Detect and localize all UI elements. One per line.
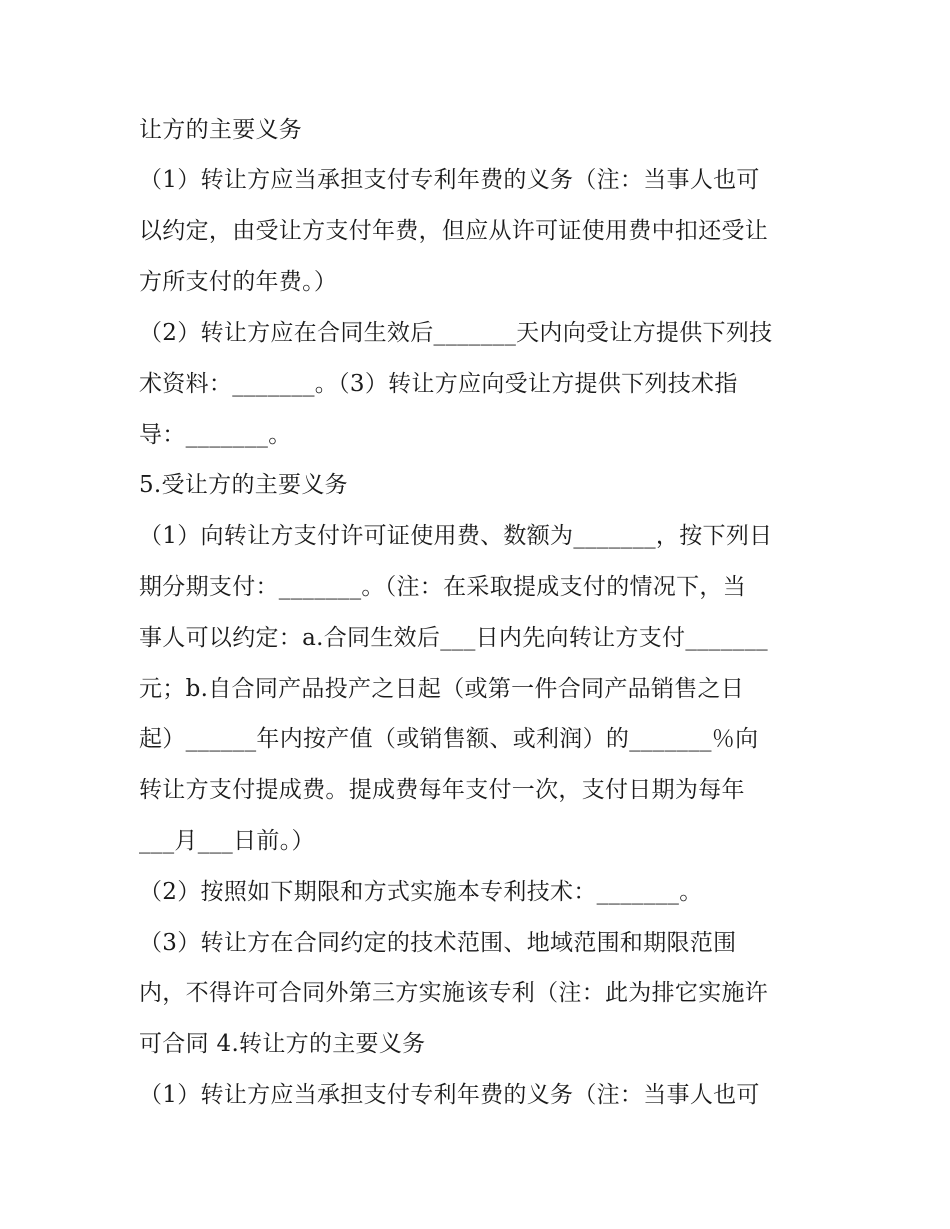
- text-line: ___月___日前。）: [139, 828, 315, 854]
- text-line: 让方的主要义务: [139, 117, 303, 143]
- text-line: 起）______年内按产值（或销售额、或利润）的_______％向: [139, 726, 759, 752]
- text-line: 术资料：_______。（3）转让方应向受让方提供下列技术指: [139, 371, 738, 397]
- text-line: 期分期支付：_______。（注：在采取提成支付的情况下，当: [139, 574, 746, 600]
- text-line: 方所支付的年费。）: [139, 269, 338, 295]
- text-line: （2）按照如下期限和方式实施本专利技术：_______。: [139, 879, 703, 905]
- text-line: （3）转让方在合同约定的技术范围、地域范围和期限范围: [139, 930, 737, 956]
- text-line: 以约定，由受让方支付年费，但应从许可证使用费中扣还受让: [139, 218, 769, 244]
- text-line: 事人可以约定：a.合同生效后___日内先向转让方支付_______: [139, 625, 768, 651]
- text-line: 内，不得许可合同外第三方实施该专利（注：此为排它实施许: [139, 980, 769, 1006]
- text-line: （1）向转让方支付许可证使用费、数额为_______，按下列日: [139, 523, 773, 549]
- text-line: （2）转让方应在合同生效后_______天内向受让方提供下列技: [139, 320, 773, 346]
- text-line: 元；b.自合同产品投产之日起（或第一件合同产品销售之日: [139, 676, 745, 702]
- text-line: （1）转让方应当承担支付专利年费的义务（注：当事人也可: [139, 167, 760, 193]
- section-heading: 5.受让方的主要义务: [139, 472, 348, 498]
- text-line: 可合同 4.转让方的主要义务: [139, 1031, 426, 1057]
- text-line: 导：_______。: [139, 422, 292, 448]
- text-line: （1）转让方应当承担支付专利年费的义务（注：当事人也可: [139, 1082, 760, 1108]
- text-line: 转让方支付提成费。提成费每年支付一次，支付日期为每年: [139, 777, 745, 803]
